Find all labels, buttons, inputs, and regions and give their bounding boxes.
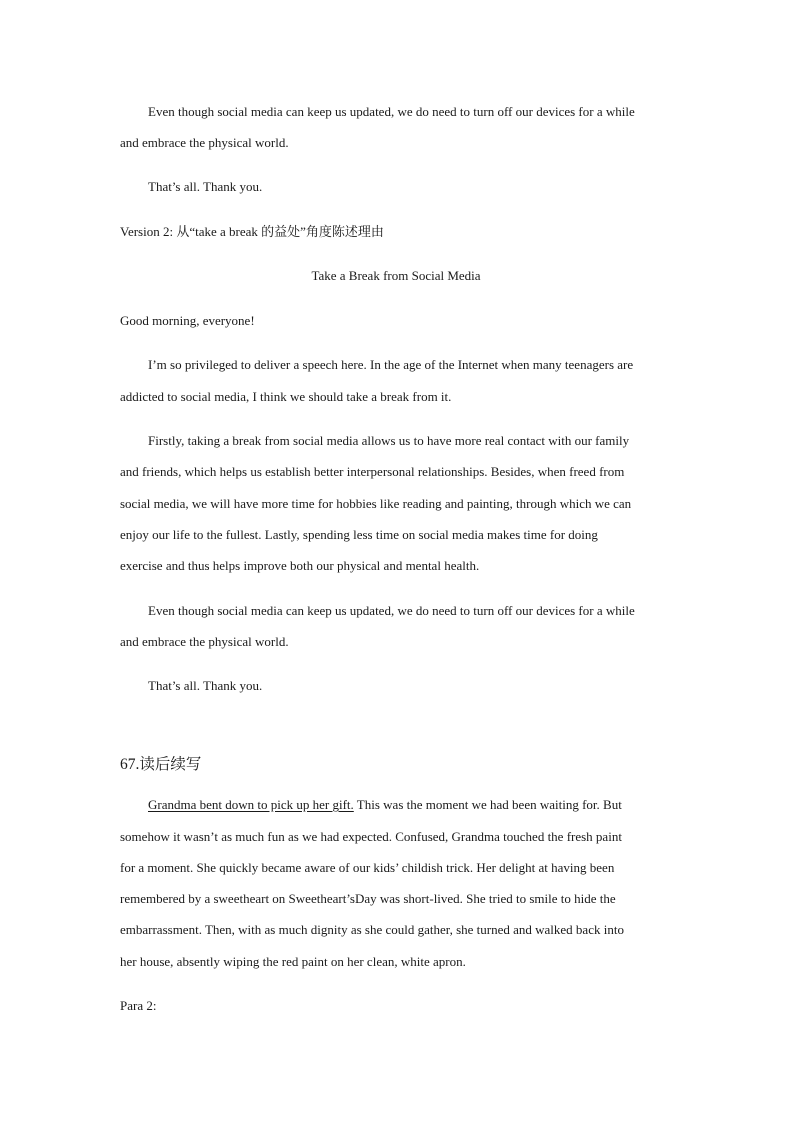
- para-2-label: Para 2:: [120, 998, 157, 1013]
- conclusion-line-1: Even though social media can keep us updated, we do need to turn off our devices for a while: [148, 603, 635, 618]
- v1-closing: That’s all. Thank you.: [148, 179, 263, 194]
- version-2-label: Version 2: 从“take a break 的益处”角度陈述理由: [120, 224, 384, 239]
- story-line-6: her house, absently wiping the red paint on her clean, white apron.: [120, 954, 466, 969]
- intro-line-1: I’m so privileged to deliver a speech here. In the age of the Internet when many teenagers are: [148, 357, 634, 372]
- body-line-1: Firstly, taking a break from social media allows us to have more real contact with our family: [148, 433, 630, 448]
- section-heading-67: 67.读后续写: [120, 756, 202, 773]
- v1-conclusion-line-2: and embrace the physical world.: [120, 135, 289, 150]
- story-line-3: for a moment. She quickly became aware of our kids’ childish trick. Her delight at having been: [120, 860, 615, 875]
- body-line-2: and friends, which helps us establish better interpersonal relationships. Besides, when freed from: [120, 464, 625, 479]
- greeting: Good morning, everyone!: [120, 313, 255, 328]
- story-line-1: [148, 797, 622, 813]
- body-line-4: enjoy our life to the fullest. Lastly, spending less time on social media makes time for doing: [120, 527, 598, 542]
- v1-conclusion-line-1: Even though social media can keep us updated, we do need to turn off our devices for a while: [148, 104, 635, 119]
- conclusion-line-2: and embrace the physical world.: [120, 634, 289, 649]
- speech-title: Take a Break from Social Media: [311, 268, 481, 283]
- story-line-2: somehow it wasn’t as much fun as we had expected. Confused, Grandma touched the fresh paint: [120, 829, 622, 844]
- closing: That’s all. Thank you.: [148, 678, 263, 693]
- body-line-3: social media, we will have more time for hobbies like reading and painting, through which we can: [120, 496, 632, 511]
- story-line-1-rest: This was the moment we had been waiting for. But: [353, 797, 622, 812]
- story-line-5: embarrassment. Then, with as much dignity as she could gather, she turned and walked back into: [120, 922, 624, 937]
- body-line-5: exercise and thus helps improve both our physical and mental health.: [120, 558, 480, 573]
- story-line-4: remembered by a sweetheart on Sweetheart’sDay was short-lived. She tried to smile to hide the: [120, 891, 616, 906]
- underlined-sentence: Grandma bent down to pick up her gift.: [148, 797, 354, 812]
- intro-line-2: addicted to social media, I think we should take a break from it.: [120, 389, 452, 404]
